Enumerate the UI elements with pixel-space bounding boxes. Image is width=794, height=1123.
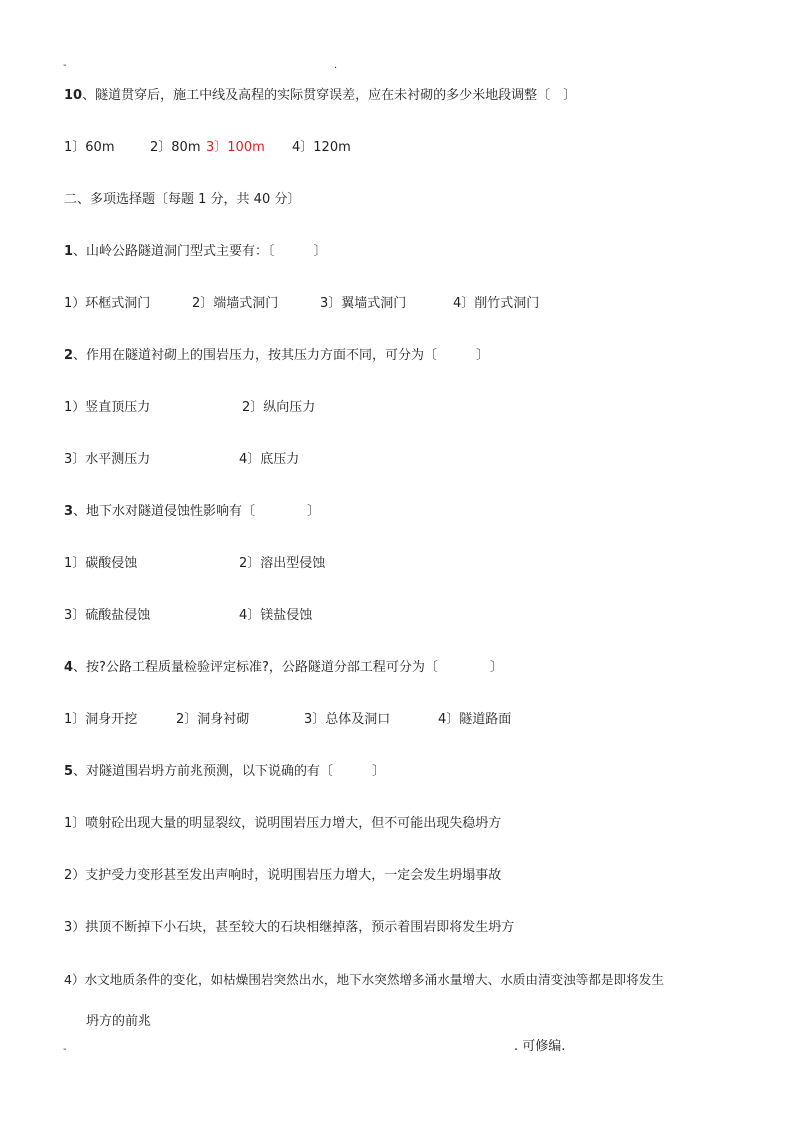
option-4: 4〕镁盐侵蚀 <box>239 608 313 623</box>
footer-mark-left: - <box>63 1044 67 1055</box>
option-2: 2〕溶出型侵蚀 <box>239 556 326 571</box>
option-1: 1〕洞身开挖 <box>64 712 138 727</box>
option-2: 2〕纵向压力 <box>242 400 316 415</box>
header-mark-center: . <box>334 60 338 71</box>
question-number: 5 <box>64 764 74 779</box>
footer-note: . 可修编. <box>514 1039 566 1054</box>
option-1: 1〕60m <box>64 140 115 155</box>
option-3: 3〕总体及洞口 <box>304 712 391 727</box>
question-text: 、对隧道围岩坍方前兆预测，以下说确的有〔 〕 <box>73 764 386 779</box>
option-4: 4〕底压力 <box>239 452 300 467</box>
question-text: 、隧道贯穿后，施工中线及高程的实际贯穿误差，应在未衬砌的多少米地段调整〔 〕 <box>82 88 577 103</box>
option-1: 1）竖直顶压力 <box>64 400 151 415</box>
question-number: 1 <box>64 244 74 259</box>
multi-question-2 <box>64 347 489 365</box>
option-2: 2〕洞身衬砌 <box>176 712 250 727</box>
option-2: 2〕80m <box>150 140 201 155</box>
option-1: 1〕碳酸侵蚀 <box>64 556 138 571</box>
multi-question-1 <box>64 243 327 261</box>
question-10 <box>64 87 576 105</box>
question-text: 、作用在隧道衬砌上的围岩压力，按其压力方面不同，可分为〔 〕 <box>73 348 490 363</box>
option-3: 3〕硫酸盐侵蚀 <box>64 608 151 623</box>
question-text: 、地下水对隧道侵蚀性影响有〔 〕 <box>73 504 321 519</box>
multi-question-2-options-a <box>64 399 315 417</box>
option-4: 4〕120m <box>292 140 351 155</box>
multi-question-5-option-4: 4）水文地质条件的变化，如枯燥围岩突然出水，地下水突然增多涌水量增大、水质由清变浊等都是即将发生 <box>64 972 664 987</box>
section-title: 二、多项选择题〔每题 1 分，共 40 分〕 <box>64 192 301 207</box>
multi-question-1-options <box>64 295 539 313</box>
question-number: 10 <box>64 88 83 103</box>
option-3-answer: 3〕100m <box>206 140 265 155</box>
question-number: 2 <box>64 348 74 363</box>
multi-question-3 <box>64 503 320 521</box>
multi-question-5-option-4-continued: 坍方的前兆 <box>86 1014 152 1029</box>
option-4: 4〕隧道路面 <box>438 712 512 727</box>
option-4: 4〕削竹式洞门 <box>453 296 540 311</box>
question-number: 3 <box>64 504 74 519</box>
multi-question-2-options-b <box>64 451 299 469</box>
multi-question-4-options <box>64 711 511 729</box>
multi-question-3-options-a <box>64 555 325 573</box>
question-text: 、按?公路工程质量检验评定标准?，公路隧道分部工程可分为〔 〕 <box>73 660 503 675</box>
option-3: 3〕翼墙式洞门 <box>320 296 407 311</box>
multi-question-4 <box>64 659 503 677</box>
multi-question-5-option-3: 3）拱顶不断掉下小石块，甚至较大的石块相继掉落，预示着围岩即将发生坍方 <box>64 920 515 935</box>
header-mark-left: - <box>63 60 67 71</box>
multi-question-5-option-1: 1〕喷射砼出现大量的明显裂纹，说明围岩压力增大，但不可能出现失稳坍方 <box>64 816 502 831</box>
multi-question-5 <box>64 763 385 781</box>
option-2: 2〕端墙式洞门 <box>192 296 279 311</box>
option-3: 3〕水平测压力 <box>64 452 151 467</box>
question-text: 、山岭公路隧道洞门型式主要有：〔 〕 <box>73 244 327 259</box>
question-number: 4 <box>64 660 74 675</box>
multi-question-3-options-b <box>64 607 312 625</box>
option-1: 1）环框式洞门 <box>64 296 151 311</box>
question-10-options <box>64 139 351 157</box>
multi-question-5-option-2: 2）支护受力变形甚至发出声响时，说明围岩压力增大，一定会发生坍塌事故 <box>64 868 502 883</box>
